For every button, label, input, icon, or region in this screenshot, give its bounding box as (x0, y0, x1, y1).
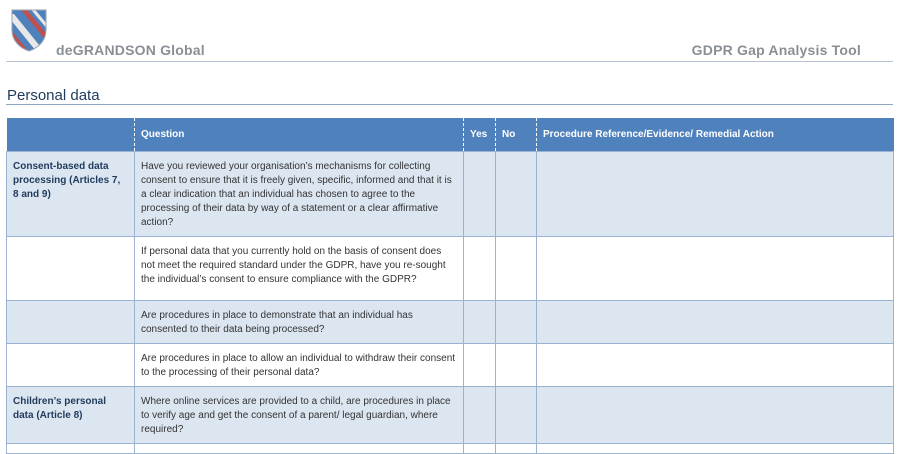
row-category (7, 344, 135, 387)
table-row (7, 237, 894, 301)
yes-cell[interactable] (464, 152, 496, 237)
yes-cell[interactable] (464, 301, 496, 344)
evidence-cell[interactable] (537, 344, 894, 387)
table-header-row (7, 118, 894, 152)
column-header-no: No (496, 118, 537, 152)
table-row (7, 301, 894, 344)
row-question: Are procedures in place to allow an individual to withdraw their consent to the processing of their personal data? (135, 344, 464, 387)
row-category (7, 237, 135, 301)
row-question: Are procedures in place to demonstrate that an individual has consented to their data being processed? (135, 301, 464, 344)
header-divider (6, 61, 893, 62)
table-row (7, 344, 894, 387)
shield-logo-icon (10, 8, 48, 52)
row-question: Have you reviewed your organisation’s mechanisms for collecting consent to ensure that it is freely given, specific, informed and that it is a clear indication that an individual has chosen to agree to the processing of their data by way of a statement or a clear affirmative action? (135, 152, 464, 237)
yes-cell[interactable] (464, 344, 496, 387)
evidence-cell[interactable] (537, 387, 894, 444)
column-header-category (7, 118, 135, 152)
row-question: If personal data that you currently hold on the basis of consent does not meet the required standard under the GDPR, have you re-sought the individual’s consent to ensure compliance with the GDPR? (135, 237, 464, 301)
no-cell[interactable] (496, 444, 537, 454)
section-divider (6, 104, 893, 105)
evidence-cell[interactable] (537, 444, 894, 454)
evidence-cell[interactable] (537, 237, 894, 301)
tool-title: GDPR Gap Analysis Tool (691, 42, 861, 58)
row-question: Where online services are provided to a child, are procedures in place to verify age and get the consent of a parent/ legal guardian, where required? (135, 387, 464, 444)
row-category (7, 301, 135, 344)
yes-cell[interactable] (464, 237, 496, 301)
no-cell[interactable] (496, 152, 537, 237)
evidence-cell[interactable] (537, 301, 894, 344)
column-header-evidence: Procedure Reference/Evidence/ Remedial Action (537, 118, 894, 152)
row-category: Children’s personal data (Article 8) (7, 387, 135, 444)
no-cell[interactable] (496, 387, 537, 444)
row-category (7, 444, 135, 454)
table-row (7, 387, 894, 444)
column-header-yes: Yes (464, 118, 496, 152)
section-title: Personal data (7, 87, 100, 104)
row-question (135, 444, 464, 454)
table-row (7, 444, 894, 454)
no-cell[interactable] (496, 237, 537, 301)
no-cell[interactable] (496, 344, 537, 387)
evidence-cell[interactable] (537, 152, 894, 237)
table-row (7, 152, 894, 237)
row-category: Consent-based data processing (Articles 7, 8 and 9) (7, 152, 135, 237)
yes-cell[interactable] (464, 387, 496, 444)
company-name: deGRANDSON Global (56, 42, 205, 58)
gap-analysis-table (6, 118, 894, 454)
column-header-question: Question (135, 118, 464, 152)
yes-cell[interactable] (464, 444, 496, 454)
no-cell[interactable] (496, 301, 537, 344)
document-header (0, 0, 903, 62)
